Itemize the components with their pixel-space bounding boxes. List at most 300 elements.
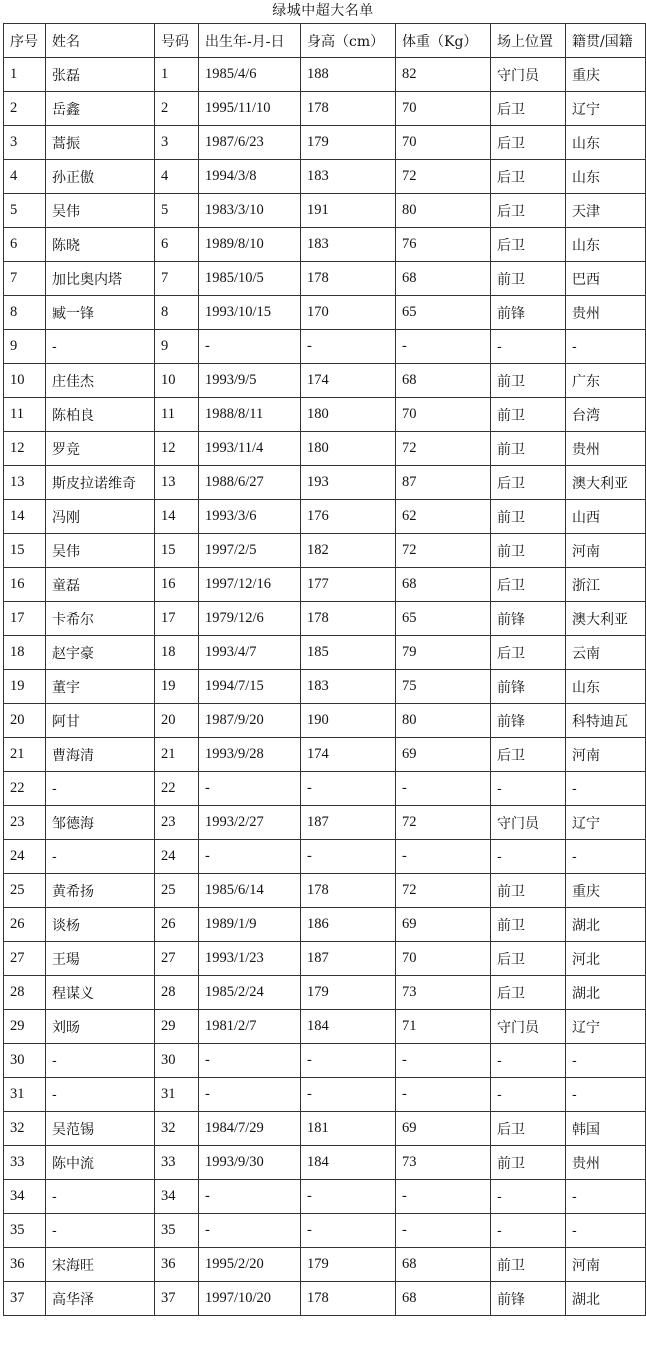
cell-index: 7 xyxy=(4,262,46,296)
cell-position: - xyxy=(491,1214,566,1248)
cell-weight: 72 xyxy=(396,874,491,908)
table-row xyxy=(4,228,646,262)
cell-height: 178 xyxy=(301,1282,396,1316)
cell-index: 10 xyxy=(4,364,46,398)
cell-index: 17 xyxy=(4,602,46,636)
table-row xyxy=(4,1214,646,1248)
cell-origin: 河南 xyxy=(566,1248,646,1282)
cell-origin: 辽宁 xyxy=(566,1010,646,1044)
cell-birthdate: - xyxy=(199,1214,301,1248)
cell-birthdate: 1981/2/7 xyxy=(199,1010,301,1044)
cell-position: - xyxy=(491,1044,566,1078)
cell-index: 23 xyxy=(4,806,46,840)
cell-name: 陈柏良 xyxy=(46,398,155,432)
table-row xyxy=(4,1112,646,1146)
cell-jersey-number: 3 xyxy=(155,126,199,160)
cell-position: 前卫 xyxy=(491,1248,566,1282)
cell-weight: 75 xyxy=(396,670,491,704)
cell-name: 吴范锡 xyxy=(46,1112,155,1146)
table-row xyxy=(4,466,646,500)
cell-birthdate: - xyxy=(199,772,301,806)
cell-jersey-number: 16 xyxy=(155,568,199,602)
cell-position: 前卫 xyxy=(491,500,566,534)
cell-weight: 70 xyxy=(396,942,491,976)
table-row xyxy=(4,194,646,228)
cell-height: 180 xyxy=(301,398,396,432)
cell-weight: 82 xyxy=(396,58,491,92)
cell-weight: 69 xyxy=(396,908,491,942)
cell-height: 188 xyxy=(301,58,396,92)
cell-position: 前卫 xyxy=(491,364,566,398)
cell-position: 后卫 xyxy=(491,942,566,976)
cell-birthdate: 1987/6/23 xyxy=(199,126,301,160)
cell-name: 罗竞 xyxy=(46,432,155,466)
cell-origin: 重庆 xyxy=(566,58,646,92)
cell-weight: 69 xyxy=(396,738,491,772)
cell-position: 前锋 xyxy=(491,296,566,330)
cell-name: 王瑒 xyxy=(46,942,155,976)
cell-origin: - xyxy=(566,840,646,874)
cell-index: 2 xyxy=(4,92,46,126)
cell-height: 183 xyxy=(301,670,396,704)
cell-birthdate: 1989/1/9 xyxy=(199,908,301,942)
cell-height: 183 xyxy=(301,160,396,194)
cell-name: 蒿振 xyxy=(46,126,155,160)
cell-height: 190 xyxy=(301,704,396,738)
cell-index: 6 xyxy=(4,228,46,262)
cell-index: 21 xyxy=(4,738,46,772)
cell-index: 1 xyxy=(4,58,46,92)
cell-position: 后卫 xyxy=(491,160,566,194)
cell-birthdate: 1984/7/29 xyxy=(199,1112,301,1146)
cell-origin: 湖北 xyxy=(566,908,646,942)
cell-birthdate: 1985/6/14 xyxy=(199,874,301,908)
cell-name: 孙正傲 xyxy=(46,160,155,194)
cell-jersey-number: 20 xyxy=(155,704,199,738)
cell-weight: 68 xyxy=(396,1248,491,1282)
cell-height: - xyxy=(301,840,396,874)
table-row xyxy=(4,1146,646,1180)
table-row xyxy=(4,942,646,976)
cell-name: 加比奥内塔 xyxy=(46,262,155,296)
cell-birthdate: 1993/11/4 xyxy=(199,432,301,466)
table-row xyxy=(4,262,646,296)
table-row xyxy=(4,704,646,738)
cell-name: 臧一锋 xyxy=(46,296,155,330)
cell-index: 19 xyxy=(4,670,46,704)
cell-height: 181 xyxy=(301,1112,396,1146)
cell-weight: - xyxy=(396,1180,491,1214)
cell-position: 后卫 xyxy=(491,976,566,1010)
table-row xyxy=(4,568,646,602)
cell-origin: 巴西 xyxy=(566,262,646,296)
cell-position: 前锋 xyxy=(491,1282,566,1316)
cell-birthdate: 1995/2/20 xyxy=(199,1248,301,1282)
cell-position: 后卫 xyxy=(491,568,566,602)
cell-height: 186 xyxy=(301,908,396,942)
cell-name: 宋海旺 xyxy=(46,1248,155,1282)
cell-jersey-number: 36 xyxy=(155,1248,199,1282)
cell-origin: 山东 xyxy=(566,228,646,262)
cell-birthdate: - xyxy=(199,1044,301,1078)
cell-weight: 72 xyxy=(396,160,491,194)
cell-weight: - xyxy=(396,1044,491,1078)
cell-birthdate: 1997/12/16 xyxy=(199,568,301,602)
cell-weight: 73 xyxy=(396,976,491,1010)
cell-origin: 广东 xyxy=(566,364,646,398)
cell-jersey-number: 8 xyxy=(155,296,199,330)
cell-height: - xyxy=(301,330,396,364)
cell-position: 前卫 xyxy=(491,874,566,908)
cell-jersey-number: 28 xyxy=(155,976,199,1010)
cell-weight: 70 xyxy=(396,126,491,160)
table-row xyxy=(4,534,646,568)
cell-jersey-number: 1 xyxy=(155,58,199,92)
table-row xyxy=(4,772,646,806)
cell-jersey-number: 7 xyxy=(155,262,199,296)
cell-weight: - xyxy=(396,1214,491,1248)
cell-index: 34 xyxy=(4,1180,46,1214)
cell-index: 29 xyxy=(4,1010,46,1044)
cell-index: 3 xyxy=(4,126,46,160)
table-row xyxy=(4,670,646,704)
cell-jersey-number: 17 xyxy=(155,602,199,636)
cell-index: 37 xyxy=(4,1282,46,1316)
cell-jersey-number: 11 xyxy=(155,398,199,432)
cell-name: - xyxy=(46,1214,155,1248)
cell-origin: 河南 xyxy=(566,534,646,568)
cell-index: 4 xyxy=(4,160,46,194)
cell-jersey-number: 13 xyxy=(155,466,199,500)
cell-height: 179 xyxy=(301,976,396,1010)
cell-origin: 澳大利亚 xyxy=(566,602,646,636)
header-position: 场上位置 xyxy=(491,24,566,58)
cell-index: 18 xyxy=(4,636,46,670)
cell-height: 174 xyxy=(301,364,396,398)
header-height: 身高（cm） xyxy=(301,24,396,58)
cell-weight: 72 xyxy=(396,432,491,466)
cell-index: 36 xyxy=(4,1248,46,1282)
cell-origin: 台湾 xyxy=(566,398,646,432)
table-row xyxy=(4,602,646,636)
cell-origin: 山东 xyxy=(566,126,646,160)
cell-origin: 贵州 xyxy=(566,296,646,330)
cell-height: 178 xyxy=(301,602,396,636)
cell-name: - xyxy=(46,1180,155,1214)
cell-index: 32 xyxy=(4,1112,46,1146)
cell-jersey-number: 29 xyxy=(155,1010,199,1044)
cell-height: 191 xyxy=(301,194,396,228)
table-row xyxy=(4,398,646,432)
cell-weight: 68 xyxy=(396,262,491,296)
cell-origin: 河南 xyxy=(566,738,646,772)
header-jersey-number: 号码 xyxy=(155,24,199,58)
cell-position: 后卫 xyxy=(491,1112,566,1146)
cell-jersey-number: 2 xyxy=(155,92,199,126)
header-birthdate: 出生年-月-日 xyxy=(199,24,301,58)
cell-weight: 62 xyxy=(396,500,491,534)
cell-position: 后卫 xyxy=(491,738,566,772)
roster-table xyxy=(3,23,646,1316)
cell-position: 后卫 xyxy=(491,636,566,670)
table-row xyxy=(4,1010,646,1044)
cell-height: - xyxy=(301,1214,396,1248)
cell-weight: 72 xyxy=(396,806,491,840)
table-row xyxy=(4,432,646,466)
table-row xyxy=(4,1282,646,1316)
cell-name: 陈晓 xyxy=(46,228,155,262)
table-row xyxy=(4,976,646,1010)
cell-origin: 重庆 xyxy=(566,874,646,908)
cell-name: 陈中流 xyxy=(46,1146,155,1180)
table-row xyxy=(4,160,646,194)
cell-jersey-number: 37 xyxy=(155,1282,199,1316)
cell-origin: 贵州 xyxy=(566,1146,646,1180)
cell-origin: 天津 xyxy=(566,194,646,228)
cell-birthdate: 1994/3/8 xyxy=(199,160,301,194)
cell-origin: - xyxy=(566,772,646,806)
cell-weight: 80 xyxy=(396,704,491,738)
cell-index: 15 xyxy=(4,534,46,568)
cell-origin: 河北 xyxy=(566,942,646,976)
cell-birthdate: 1993/9/28 xyxy=(199,738,301,772)
cell-weight: 68 xyxy=(396,568,491,602)
table-row xyxy=(4,500,646,534)
table-row xyxy=(4,330,646,364)
cell-height: 180 xyxy=(301,432,396,466)
cell-jersey-number: 10 xyxy=(155,364,199,398)
cell-name: 张磊 xyxy=(46,58,155,92)
cell-position: 前锋 xyxy=(491,704,566,738)
cell-birthdate: 1979/12/6 xyxy=(199,602,301,636)
cell-weight: 71 xyxy=(396,1010,491,1044)
cell-name: 董宇 xyxy=(46,670,155,704)
cell-index: 33 xyxy=(4,1146,46,1180)
cell-weight: - xyxy=(396,772,491,806)
cell-position: 守门员 xyxy=(491,58,566,92)
cell-jersey-number: 4 xyxy=(155,160,199,194)
cell-birthdate: 1988/8/11 xyxy=(199,398,301,432)
cell-name: 冯刚 xyxy=(46,500,155,534)
cell-name: 庄佳杰 xyxy=(46,364,155,398)
cell-jersey-number: 12 xyxy=(155,432,199,466)
cell-name: 吴伟 xyxy=(46,194,155,228)
header-weight: 体重（Kg） xyxy=(396,24,491,58)
cell-height: 170 xyxy=(301,296,396,330)
cell-birthdate: 1995/11/10 xyxy=(199,92,301,126)
cell-index: 14 xyxy=(4,500,46,534)
cell-birthdate: 1997/2/5 xyxy=(199,534,301,568)
cell-name: 斯皮拉诺维奇 xyxy=(46,466,155,500)
cell-jersey-number: 27 xyxy=(155,942,199,976)
cell-height: 182 xyxy=(301,534,396,568)
cell-name: 童磊 xyxy=(46,568,155,602)
cell-position: - xyxy=(491,772,566,806)
cell-birthdate: 1993/3/6 xyxy=(199,500,301,534)
cell-name: - xyxy=(46,1044,155,1078)
header-origin: 籍贯/国籍 xyxy=(566,24,646,58)
cell-birthdate: 1993/9/30 xyxy=(199,1146,301,1180)
table-row xyxy=(4,636,646,670)
table-row xyxy=(4,874,646,908)
cell-position: 前锋 xyxy=(491,602,566,636)
cell-name: 曹海清 xyxy=(46,738,155,772)
table-row xyxy=(4,296,646,330)
cell-index: 30 xyxy=(4,1044,46,1078)
table-row xyxy=(4,806,646,840)
cell-name: 程谋义 xyxy=(46,976,155,1010)
cell-weight: 69 xyxy=(396,1112,491,1146)
cell-height: - xyxy=(301,772,396,806)
cell-index: 8 xyxy=(4,296,46,330)
cell-position: 守门员 xyxy=(491,1010,566,1044)
cell-origin: - xyxy=(566,1044,646,1078)
cell-birthdate: - xyxy=(199,1078,301,1112)
cell-position: 前卫 xyxy=(491,1146,566,1180)
cell-index: 26 xyxy=(4,908,46,942)
cell-weight: 68 xyxy=(396,1282,491,1316)
document-title: 绿城中超大名单 xyxy=(272,3,374,19)
cell-birthdate: - xyxy=(199,1180,301,1214)
cell-weight: 80 xyxy=(396,194,491,228)
cell-weight: 68 xyxy=(396,364,491,398)
cell-position: - xyxy=(491,840,566,874)
cell-position: - xyxy=(491,1078,566,1112)
table-row xyxy=(4,364,646,398)
header-name: 姓名 xyxy=(46,24,155,58)
table-row xyxy=(4,126,646,160)
cell-origin: 云南 xyxy=(566,636,646,670)
cell-birthdate: 1988/6/27 xyxy=(199,466,301,500)
table-row xyxy=(4,840,646,874)
cell-index: 11 xyxy=(4,398,46,432)
cell-position: - xyxy=(491,1180,566,1214)
cell-position: 守门员 xyxy=(491,806,566,840)
cell-index: 16 xyxy=(4,568,46,602)
cell-position: 后卫 xyxy=(491,194,566,228)
cell-name: 邹德海 xyxy=(46,806,155,840)
cell-name: 岳鑫 xyxy=(46,92,155,126)
cell-birthdate: 1993/4/7 xyxy=(199,636,301,670)
cell-birthdate: - xyxy=(199,330,301,364)
cell-jersey-number: 14 xyxy=(155,500,199,534)
cell-birthdate: 1993/10/15 xyxy=(199,296,301,330)
cell-index: 12 xyxy=(4,432,46,466)
cell-origin: - xyxy=(566,1180,646,1214)
cell-jersey-number: 33 xyxy=(155,1146,199,1180)
cell-birthdate: - xyxy=(199,840,301,874)
cell-position: 前锋 xyxy=(491,670,566,704)
cell-position: - xyxy=(491,330,566,364)
cell-index: 24 xyxy=(4,840,46,874)
cell-jersey-number: 6 xyxy=(155,228,199,262)
table-row xyxy=(4,738,646,772)
cell-height: 177 xyxy=(301,568,396,602)
cell-height: - xyxy=(301,1044,396,1078)
cell-name: - xyxy=(46,330,155,364)
cell-index: 13 xyxy=(4,466,46,500)
cell-origin: 韩国 xyxy=(566,1112,646,1146)
cell-weight: 87 xyxy=(396,466,491,500)
cell-height: - xyxy=(301,1078,396,1112)
cell-birthdate: 1989/8/10 xyxy=(199,228,301,262)
cell-jersey-number: 32 xyxy=(155,1112,199,1146)
cell-jersey-number: 26 xyxy=(155,908,199,942)
table-row xyxy=(4,1044,646,1078)
cell-jersey-number: 30 xyxy=(155,1044,199,1078)
cell-birthdate: 1985/4/6 xyxy=(199,58,301,92)
cell-birthdate: 1993/2/27 xyxy=(199,806,301,840)
cell-height: 178 xyxy=(301,92,396,126)
cell-birthdate: 1987/9/20 xyxy=(199,704,301,738)
cell-origin: - xyxy=(566,1078,646,1112)
cell-jersey-number: 5 xyxy=(155,194,199,228)
table-row xyxy=(4,92,646,126)
cell-origin: - xyxy=(566,1214,646,1248)
cell-weight: 79 xyxy=(396,636,491,670)
cell-birthdate: 1993/9/5 xyxy=(199,364,301,398)
cell-weight: 70 xyxy=(396,398,491,432)
cell-height: 184 xyxy=(301,1010,396,1044)
cell-jersey-number: 19 xyxy=(155,670,199,704)
cell-position: 前卫 xyxy=(491,432,566,466)
cell-name: 阿甘 xyxy=(46,704,155,738)
cell-position: 前卫 xyxy=(491,908,566,942)
cell-weight: 65 xyxy=(396,296,491,330)
cell-birthdate: 1985/2/24 xyxy=(199,976,301,1010)
cell-birthdate: 1993/1/23 xyxy=(199,942,301,976)
cell-birthdate: 1985/10/5 xyxy=(199,262,301,296)
cell-weight: - xyxy=(396,840,491,874)
cell-name: 赵宇豪 xyxy=(46,636,155,670)
cell-name: 卡希尔 xyxy=(46,602,155,636)
cell-weight: 72 xyxy=(396,534,491,568)
cell-jersey-number: 21 xyxy=(155,738,199,772)
cell-height: 183 xyxy=(301,228,396,262)
table-row xyxy=(4,1248,646,1282)
cell-birthdate: 1983/3/10 xyxy=(199,194,301,228)
cell-index: 35 xyxy=(4,1214,46,1248)
cell-jersey-number: 31 xyxy=(155,1078,199,1112)
cell-index: 22 xyxy=(4,772,46,806)
cell-origin: 科特迪瓦 xyxy=(566,704,646,738)
table-row xyxy=(4,908,646,942)
cell-position: 后卫 xyxy=(491,228,566,262)
cell-jersey-number: 22 xyxy=(155,772,199,806)
cell-jersey-number: 23 xyxy=(155,806,199,840)
cell-origin: 贵州 xyxy=(566,432,646,466)
cell-index: 20 xyxy=(4,704,46,738)
cell-origin: 湖北 xyxy=(566,1282,646,1316)
cell-origin: 山东 xyxy=(566,670,646,704)
cell-weight: - xyxy=(396,330,491,364)
cell-index: 31 xyxy=(4,1078,46,1112)
cell-jersey-number: 18 xyxy=(155,636,199,670)
cell-index: 27 xyxy=(4,942,46,976)
cell-name: - xyxy=(46,1078,155,1112)
cell-height: 179 xyxy=(301,126,396,160)
table-row xyxy=(4,1078,646,1112)
cell-origin: 辽宁 xyxy=(566,806,646,840)
cell-height: 187 xyxy=(301,942,396,976)
cell-weight: 70 xyxy=(396,92,491,126)
cell-weight: 65 xyxy=(396,602,491,636)
cell-index: 9 xyxy=(4,330,46,364)
cell-position: 前卫 xyxy=(491,534,566,568)
cell-origin: 澳大利亚 xyxy=(566,466,646,500)
cell-origin: 湖北 xyxy=(566,976,646,1010)
cell-weight: 76 xyxy=(396,228,491,262)
